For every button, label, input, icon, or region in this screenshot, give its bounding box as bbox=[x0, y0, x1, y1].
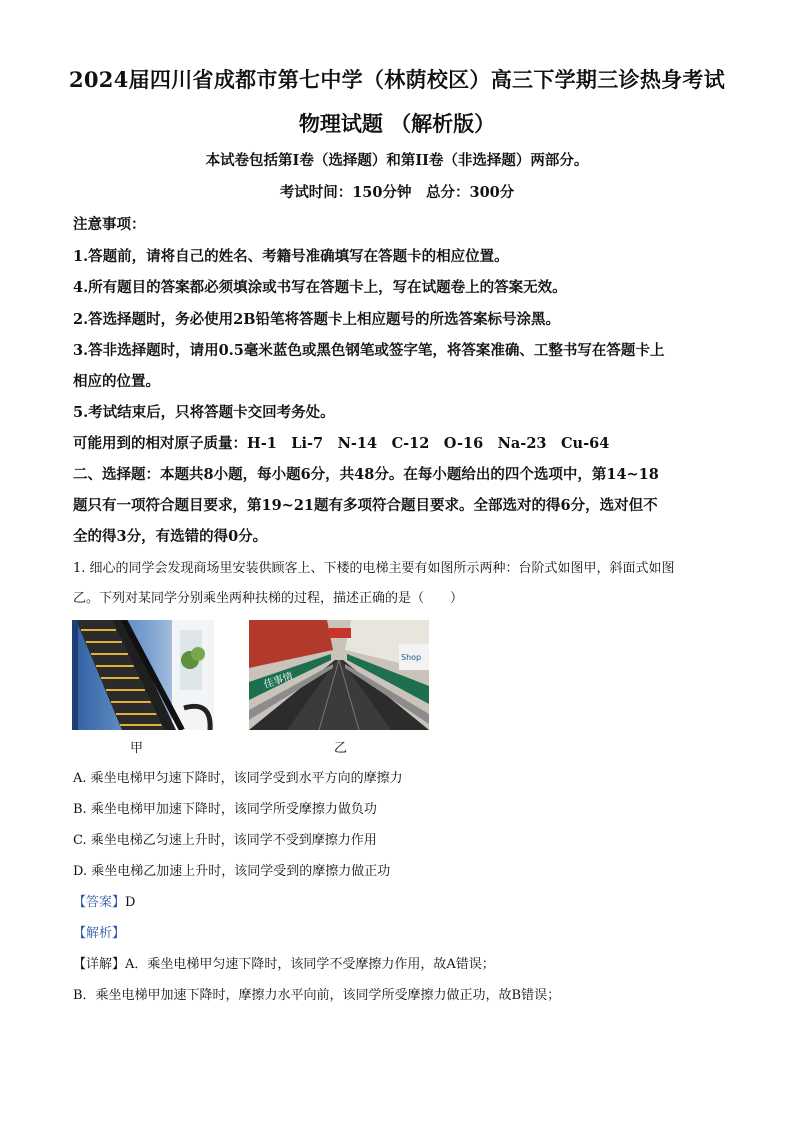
document-title-line2: 物理试题 （解析版） bbox=[298, 111, 496, 136]
detail-b-line: B．乘坐电梯甲加速下降时，摩擦力水平向前，该同学所受摩擦力做正功，故B错误； bbox=[73, 988, 561, 1003]
walkway-sign-text: 佳事情 bbox=[262, 671, 295, 691]
detail-tag: 【详解】 bbox=[73, 957, 126, 972]
option-b: B. 乘坐电梯甲加速下降时，该同学所受摩擦力做负功 bbox=[73, 802, 377, 817]
note-item: 1.答题前，请将自己的姓名、考籍号准确填写在答题卡的相应位置。 bbox=[73, 248, 509, 265]
detail-a-line bbox=[73, 953, 495, 972]
figure-caption-a: 甲 bbox=[130, 741, 144, 756]
option-a: A. 乘坐电梯甲匀速下降时，该同学受到水平方向的摩擦力 bbox=[73, 771, 403, 786]
section-2-text: 全的得3分，有选错的得0分。 bbox=[73, 528, 268, 545]
notes-heading: 注意事项： bbox=[73, 216, 146, 233]
note-item-continuation: 相应的位置。 bbox=[73, 373, 160, 390]
figure-caption-b: 乙 bbox=[334, 741, 348, 756]
escalator-ramp-photo bbox=[249, 620, 429, 730]
option-c: C. 乘坐电梯乙匀速上升时，该同学不受到摩擦力作用 bbox=[73, 833, 377, 848]
note-item: 2.答选择题时，务必使用2B铅笔将答题卡上相应题号的所选答案标号涂黑。 bbox=[73, 311, 560, 328]
question-1-stem: 1. 细心的同学会发现商场里安装供顾客上、下楼的电梯主要有如图所示两种：台阶式如图甲，斜面式如图 bbox=[73, 561, 675, 576]
section-2-text: 二、选择题：本题共8小题，每小题6分，共48分。在每小题给出的四个选项中，第14~18 bbox=[73, 466, 659, 483]
document-title-line1: 2024届四川省成都市第七中学（林荫校区）高三下学期三诊热身考试 bbox=[68, 67, 726, 92]
section-2-text: 题只有一项符合题目要求，第19~21题有多项符合题目要求。全部选对的得6分，选对但不 bbox=[73, 497, 658, 514]
detail-a-text: A．乘坐电梯甲匀速下降时，该同学不受摩擦力作用，故A错误； bbox=[125, 957, 495, 972]
exam-intro: 本试卷包括第I卷（选择题）和第II卷（非选择题）两部分。 bbox=[205, 152, 589, 169]
answer-tag: 【答案】 bbox=[73, 895, 126, 910]
option-d: D. 乘坐电梯乙加速上升时，该同学受到的摩擦力做正功 bbox=[73, 864, 391, 879]
atomic-mass-line: 可能用到的相对原子质量：H-1 Li-7 N-14 C-12 O-16 Na-23 Cu-64 bbox=[73, 435, 610, 452]
exam-info: 考试时间：150分钟 总分：300分 bbox=[279, 184, 515, 201]
question-1-stem: 乙。下列对某同学分别乘坐两种扶梯的过程，描述正确的是（ ） bbox=[73, 591, 464, 606]
analysis-tag: 【解析】 bbox=[73, 926, 126, 941]
shop-sign-text: Shop bbox=[401, 653, 422, 662]
answer-value: D bbox=[125, 895, 136, 910]
escalator-step-photo bbox=[72, 620, 214, 730]
answer-line bbox=[73, 891, 135, 910]
note-item: 4.所有题目的答案都必须填涂或书写在答题卡上，写在试题卷上的答案无效。 bbox=[73, 279, 567, 296]
note-item: 3.答非选择题时，请用0.5毫米蓝色或黑色钢笔或签字笔，将答案准确、工整书写在答题卡上 bbox=[73, 342, 665, 359]
note-item: 5.考试结束后，只将答题卡交回考务处。 bbox=[73, 404, 335, 421]
